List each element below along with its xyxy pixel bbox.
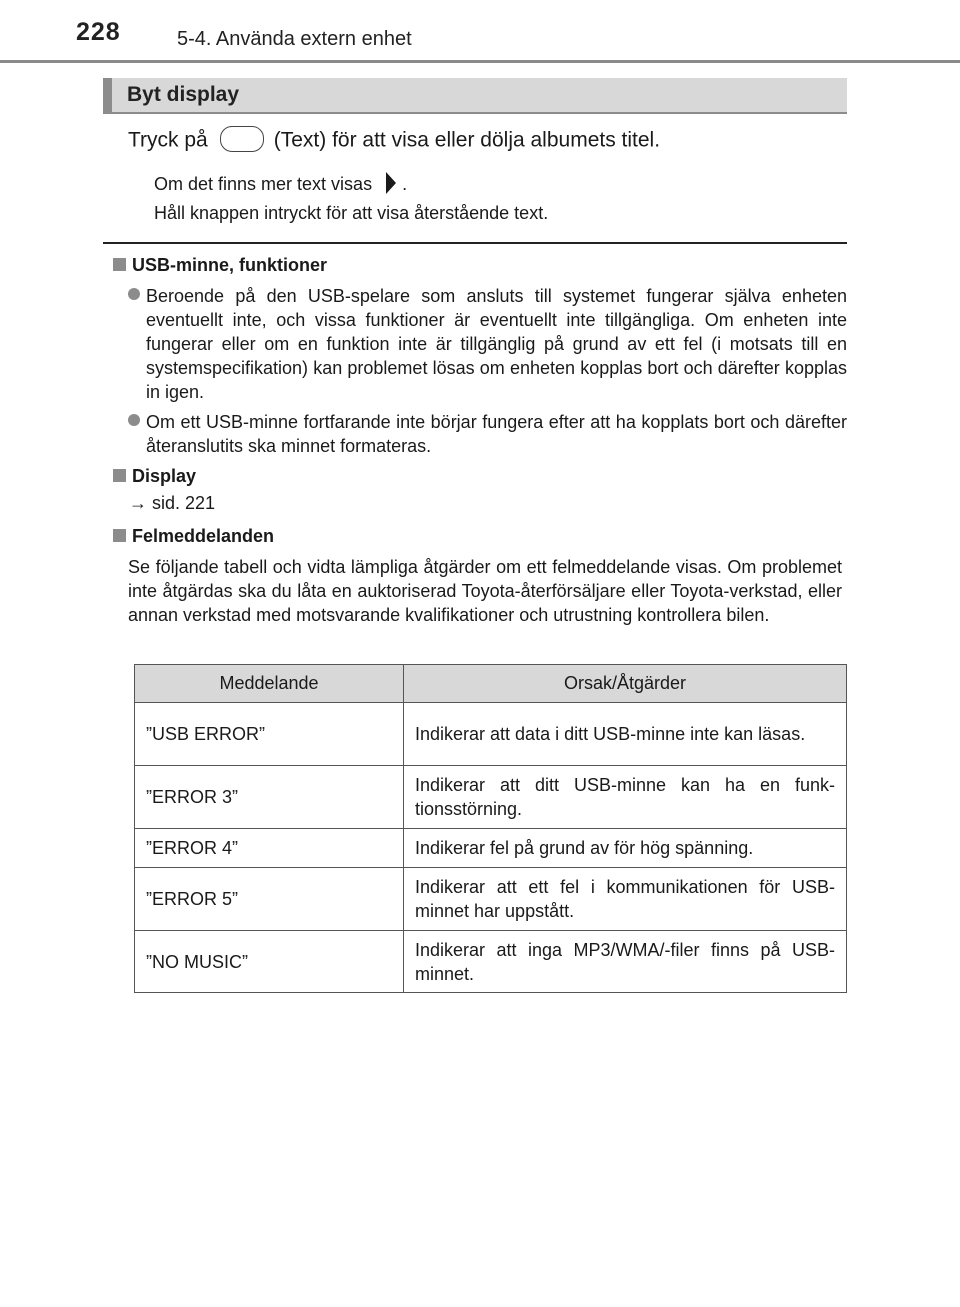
usb-bullet-2 <box>128 410 847 458</box>
column-header-message: Meddelande <box>135 665 404 703</box>
square-bullet-icon <box>113 258 126 271</box>
play-arrow-icon <box>386 172 396 194</box>
usb-bullet-2-text: Om ett USB-minne fortfarande inte börjar fungera efter att ha kopplats bort och därefter återanslutits ska minnet formateras. <box>146 412 847 456</box>
cause-cell: Indikerar att data i ditt USB-minne inte kan läsas. <box>404 703 847 766</box>
note-line1-before: Om det finns mer text visas <box>154 174 373 194</box>
instruction-text-after: (Text) för att visa eller dölja albumets titel. <box>273 128 661 152</box>
errors-intro-text: Se följande tabell och vidta lämpliga åtgärder om ett felmeddelande visas. Om problemet inte åtgärdas ska du låta en auktoriserad Toyota-återförsäljare eller Toyota-verkstad, eller annan verkstad med motsvarande kvalifikationer och utrustning kontrollera bilen. <box>128 557 842 625</box>
page-header <box>0 0 960 64</box>
circle-bullet-icon <box>128 288 140 300</box>
message-cell: ”NO MUSIC” <box>135 931 404 993</box>
circle-bullet-icon <box>128 414 140 426</box>
note-hold-button: Håll knappen intryckt för att visa återstående text. <box>154 203 549 223</box>
section-divider <box>103 242 847 244</box>
error-messages-table <box>134 664 847 993</box>
square-bullet-icon <box>113 469 126 482</box>
message-cell: ”ERROR 5” <box>135 868 404 931</box>
section-marker-icon <box>103 78 112 112</box>
table-row <box>135 703 847 766</box>
message-cell: ”ERROR 4” <box>135 829 404 868</box>
note-line1-after: . <box>402 174 408 194</box>
column-header-cause: Orsak/Åtgärder <box>404 665 847 703</box>
square-bullet-icon <box>113 529 126 542</box>
cause-cell: Indikerar fel på grund av för hög spänning. <box>404 829 847 868</box>
message-cell: ”USB ERROR” <box>135 703 404 766</box>
table-row <box>135 868 847 931</box>
usb-bullet-1-text: Beroende på den USB-spelare som ansluts till systemet fungerar själva enheten eventuellt inte, och vissa funktioner är eventuellt inte tillgängliga. Om enheten inte fungerar eller om en funktion inte är tillgänglig på grund av ett fel (i motsats till en systemspecifikation) kan problemet lösas om enheten kopplas bort och därefter kopplas in igen. <box>146 286 847 402</box>
errors-heading-text: Felmeddelanden <box>132 526 275 546</box>
instruction-text-before: Tryck på <box>128 128 208 152</box>
note-more-text <box>154 174 407 196</box>
page-number: 228 <box>76 18 121 46</box>
errors-heading <box>113 526 274 547</box>
display-heading-text: Display <box>132 466 197 486</box>
text-button-icon <box>220 126 264 152</box>
table-row <box>135 766 847 829</box>
cause-cell: Indikerar att ditt USB-minne kan ha en funktionsstörning. <box>404 766 847 829</box>
usb-heading-text: USB-minne, funktioner <box>132 255 328 275</box>
usb-heading <box>113 255 327 276</box>
errors-intro <box>128 555 842 627</box>
display-instruction <box>128 128 660 154</box>
cause-cell: Indikerar att ett fel i kommunikationen för USB-minnet har uppstått. <box>404 868 847 931</box>
chapter-title: 5-4. Använda extern enhet <box>177 28 412 50</box>
table-row <box>135 931 847 993</box>
section-title: Byt display <box>127 83 240 106</box>
display-heading <box>113 466 196 487</box>
message-cell: ”ERROR 3” <box>135 766 404 829</box>
usb-bullet-1 <box>128 284 847 404</box>
table-row <box>135 829 847 868</box>
header-rule <box>0 60 960 63</box>
section-heading-bar <box>103 78 847 114</box>
page-reference: → sid. 221 <box>129 493 216 513</box>
cause-cell: Indikerar att inga MP3/WMA/-filer finns på USB-minnet. <box>404 931 847 993</box>
table-header-row <box>135 665 847 703</box>
